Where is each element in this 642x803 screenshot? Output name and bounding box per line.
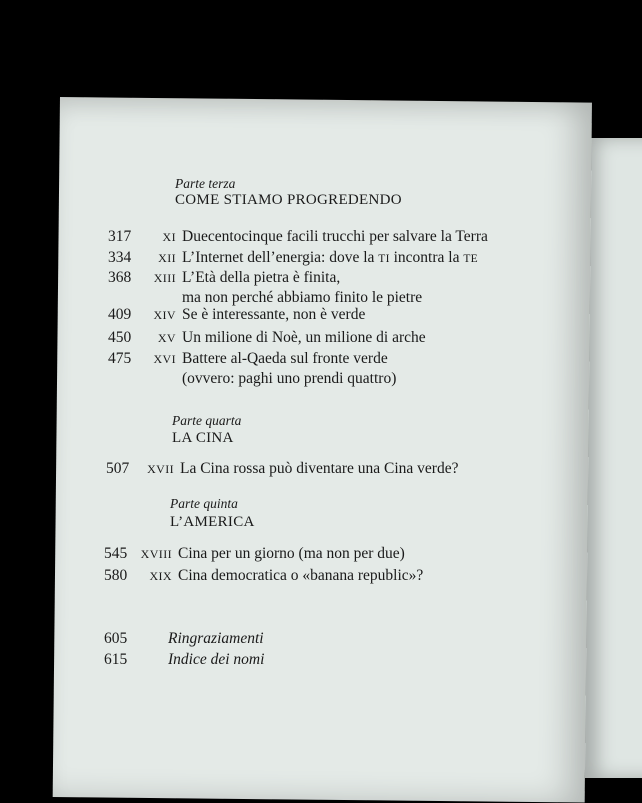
chapter-title: Cina per un giorno (ma non per due) (178, 545, 405, 562)
page-number: 317 (108, 228, 132, 245)
part-title: L’AMERICA (170, 514, 255, 530)
toc-entry (104, 545, 574, 565)
page-number: 409 (108, 306, 132, 323)
chapter-title-continued: (ovvero: paghi uno prendi quattro) (182, 370, 397, 387)
toc-entry (104, 651, 574, 671)
page-number: 450 (108, 329, 132, 346)
toc-entry (108, 228, 578, 248)
toc-entry (104, 567, 574, 587)
back-matter-title: Indice dei nomi (168, 651, 265, 668)
chapter-title: Un milione di Noè, un milione di arche (182, 329, 426, 346)
toc-entry (108, 350, 578, 390)
part-title: COME STIAMO PROGREDENDO (175, 192, 402, 208)
page-number: 580 (104, 567, 128, 584)
page-number: 545 (104, 545, 128, 562)
chapter-number: XIII (153, 271, 176, 285)
back-matter-title: Ringraziamenti (168, 630, 264, 647)
toc-entry (106, 460, 576, 480)
page-number: 368 (108, 269, 132, 286)
chapter-number: XVI (153, 352, 176, 366)
part-label: Parte quinta (170, 496, 238, 511)
chapter-number: XI (162, 230, 176, 244)
chapter-number: XVII (147, 462, 174, 476)
part-title: LA CINA (172, 430, 234, 446)
page-number: 475 (108, 350, 132, 367)
chapter-number: XII (158, 251, 176, 265)
chapter-title: Duecentocinque facili trucchi per salvare la Terra (182, 228, 488, 245)
part-label: Parte quarta (172, 413, 242, 428)
toc-entry (108, 306, 578, 326)
chapter-title: L’Età della pietra è finita, (182, 269, 341, 286)
chapter-number: XIX (149, 569, 172, 583)
page-number: 615 (104, 651, 128, 668)
chapter-title: Se è interessante, non è verde (182, 306, 366, 323)
chapter-title: Battere al-Qaeda sul fronte verde (182, 350, 388, 367)
chapter-number: XIV (153, 308, 176, 322)
toc-entry (104, 630, 574, 650)
chapter-number: XVIII (140, 547, 172, 561)
part-label: Parte terza (175, 176, 236, 191)
page-number: 507 (106, 460, 130, 477)
toc-entry (108, 269, 578, 309)
toc-entry (108, 329, 578, 349)
chapter-title-continued: ma non perché abbiamo finito le pietre (182, 289, 423, 306)
page-number: 605 (104, 630, 128, 647)
chapter-title: La Cina rossa può diventare una Cina verde? (180, 460, 459, 477)
toc-entry (108, 249, 578, 269)
chapter-title: Cina democratica o «banana republic»? (178, 567, 424, 584)
page-number: 334 (108, 249, 132, 266)
chapter-number: XV (157, 331, 176, 345)
chapter-title: L’Internet dell’energia: dove la TI incontra la TE (182, 249, 478, 266)
